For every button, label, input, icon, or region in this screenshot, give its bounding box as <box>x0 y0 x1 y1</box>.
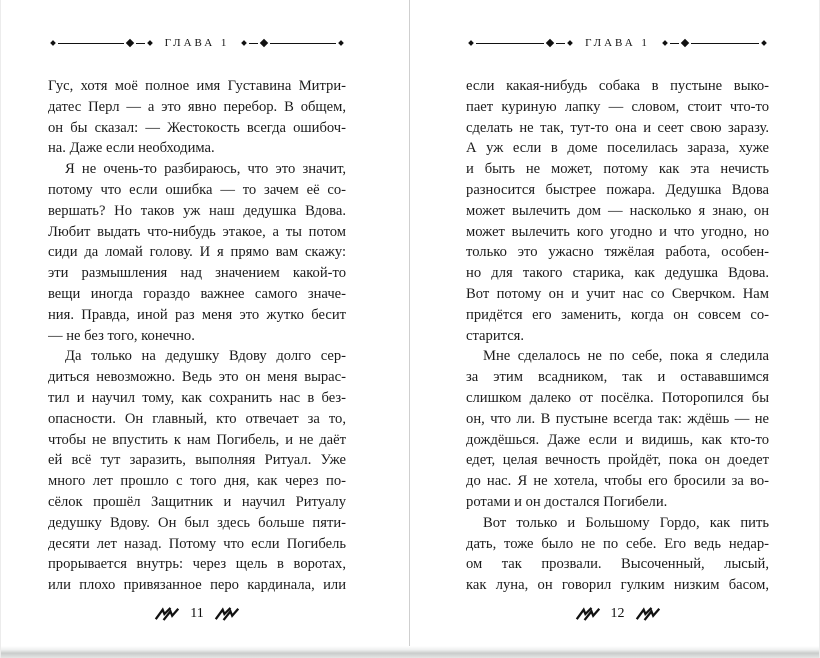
text-line: Мне сделалось не по себе, пока я следила <box>483 348 770 365</box>
page-right <box>410 0 819 646</box>
ornament-rule <box>670 43 679 44</box>
diamond-icon <box>50 40 56 46</box>
text-line: слишком далеко от посёлка. Поторопился бы <box>466 389 770 406</box>
diamond-icon <box>546 39 554 47</box>
diamond-icon <box>338 40 344 46</box>
text-line: ния. Правда, иной раз меня это жутко бесит <box>48 306 347 323</box>
text-line: разносится быстрее пожара. Дедушка Вдова <box>466 181 770 198</box>
diamond-icon <box>260 39 268 47</box>
lightning-ornament-icon <box>635 607 661 621</box>
text-line: потому что если ошибка — то зачем её со- <box>48 181 347 198</box>
lightning-ornament-icon <box>575 607 601 621</box>
text-line: тил и научил тому, как сохранить нас в без- <box>48 389 347 406</box>
ornament-rule <box>476 43 544 44</box>
ornament-right-icon <box>660 40 769 46</box>
diamond-icon <box>125 39 133 47</box>
diamond-icon <box>147 40 153 46</box>
text-line: сёлок прошёл Защитник и научил Ритуалу <box>48 493 347 510</box>
text-line: но для такого старика, как дедушка Вдова. <box>466 265 770 282</box>
text-line: диться невозможно. Ведь это он меня вырас- <box>48 369 347 386</box>
text-line: пает куриную лапку — словом, стоит что-то <box>466 98 770 115</box>
page-number: 12 <box>610 606 625 621</box>
diamond-icon <box>761 40 767 46</box>
text-line: — не без того, конечно. <box>48 327 195 344</box>
page-body <box>48 76 346 596</box>
text-line: придётся его заменить, когда он совсем со- <box>466 306 770 323</box>
ornament-left-icon <box>466 40 575 46</box>
text-line: сиди да ломай голову. И я прямо вам скажу: <box>48 244 347 261</box>
text-line: может вылечить дом — насколько я знаю, он <box>466 202 770 219</box>
page-footer <box>48 606 346 622</box>
page-number: 11 <box>190 606 204 621</box>
text-line: дать, тоже было не по себе. Его ведь недар- <box>466 535 770 552</box>
book-spread <box>1 0 819 646</box>
text-line: Гус, хотя моё полное имя Густавина Митри- <box>48 78 347 94</box>
text-line: Я не очень-то разбираюсь, что это значит, <box>65 161 347 178</box>
text-line: много лет прошло с того дня, как через по- <box>48 473 347 490</box>
chapter-header <box>48 36 346 50</box>
text-line: только это ужасно тяжёлая работа, особен- <box>466 244 770 261</box>
diamond-icon <box>567 40 573 46</box>
text-line: он, что ли. В пустыне всегда так: ждёшь — не <box>466 410 770 427</box>
text-line: может вылечить кого угодно и что угодно, но <box>466 223 770 240</box>
page-body <box>466 76 769 596</box>
text-line: он бы сказал: — Жестокость всегда ошибоч- <box>48 119 347 136</box>
text-line: чтобы не впустить к нам Погибель, и не даёт <box>48 431 347 448</box>
page-left <box>1 0 409 646</box>
ornament-rule <box>249 43 258 44</box>
text-line: опасности. Он главный, кто отвечает за то, <box>48 410 347 427</box>
ornament-rule <box>136 43 145 44</box>
ornament-right-icon <box>239 40 346 46</box>
text-line: десяти лет назад. Потому что если Погибель <box>48 535 347 552</box>
text-line: за этим всадником, так и остававшимся <box>466 369 770 386</box>
text-line: ом так прозвали. Высоченный, лысый, <box>466 556 770 573</box>
text-line: и быть не может, потому как эта нечисть <box>466 161 770 178</box>
text-line: дождёшься. Даже если и видишь, как кто-то <box>466 431 770 448</box>
ornament-rule <box>58 43 124 44</box>
text-line: старится. <box>466 327 525 344</box>
ornament-rule <box>691 43 759 44</box>
text-line: до нас. Я не хотела, чтобы его бросили за во- <box>466 473 770 490</box>
text-line: Вот потому он и учит нас со Сверчком. Нам <box>466 285 770 302</box>
page-footer <box>466 606 769 622</box>
ornament-left-icon <box>48 40 155 46</box>
text-line: Да только на дедушку Вдову долго сер- <box>65 348 347 365</box>
text-line: едет, целая вечность пройдёт, пока он доедет <box>466 452 770 469</box>
diamond-icon <box>681 39 689 47</box>
text-line: если какая-нибудь собака в пустыне выко- <box>466 78 770 94</box>
text-line: Вот только и Большому Гордо, как пить <box>483 514 770 531</box>
text-line: А уж если в доме поселилась зараза, хуже <box>466 140 770 157</box>
text-line: вещи иногда гораздо важнее самого значе- <box>48 285 347 302</box>
ornament-rule <box>556 43 565 44</box>
lightning-ornament-icon <box>154 607 180 621</box>
diamond-icon <box>662 40 668 46</box>
text-line: ротами и он достался Погибели. <box>466 493 668 510</box>
page-bottom-edge <box>1 646 819 658</box>
text-line: датес Перл — а это явно перебор. В общем, <box>48 98 347 115</box>
ornament-rule <box>270 43 336 44</box>
diamond-icon <box>468 40 474 46</box>
text-line: Любит выдать что-нибудь этакое, а ты потом <box>48 223 347 240</box>
lightning-ornament-icon <box>214 607 240 621</box>
text-line: дедушку Вдову. Он был здесь больше пяти- <box>48 514 347 531</box>
chapter-header <box>466 36 769 50</box>
chapter-title: ГЛАВА 1 <box>164 37 230 49</box>
text-line: эти размышления над значением какой-то <box>48 265 347 282</box>
text-line: вершать? Но таков уж наш дедушка Вдова. <box>48 202 347 219</box>
chapter-title: ГЛАВА 1 <box>585 37 650 49</box>
text-line: или плохо привязанное перо кардинала, или <box>48 577 347 594</box>
text-line: на. Даже если необходима. <box>48 140 215 157</box>
text-line: ей всё тут заразить, выполняя Ритуал. Уже <box>48 452 347 469</box>
text-line: сделать не так, тут-то она и сеет свою заразу. <box>466 119 770 136</box>
diamond-icon <box>242 40 248 46</box>
text-line: как луна, он говорил гулким низким басом, <box>466 577 770 594</box>
text-line: прорывается внутрь: через щель в воротах, <box>48 556 347 573</box>
